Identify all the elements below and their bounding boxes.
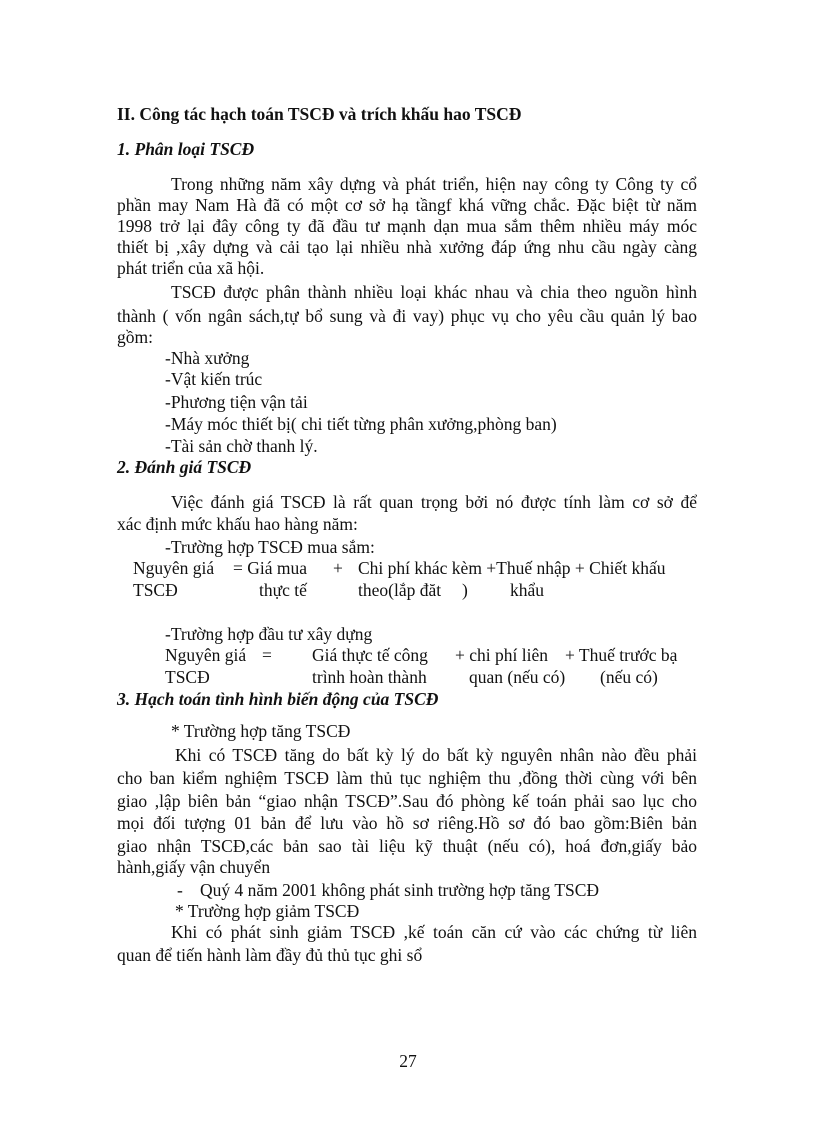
paragraph-line: quan để tiến hành làm đầy đủ thủ tục ghi sổ [117, 945, 423, 965]
formula-term: ) [462, 580, 468, 600]
list-dash: - [177, 880, 183, 900]
heading-changes: 3. Hạch toán tình hình biến động của TSCĐ [117, 689, 439, 709]
list-item: -Máy móc thiết bị( chi tiết từng phân xưởng,phòng ban) [165, 414, 557, 434]
paragraph-line: xác định mức khấu hao hàng năm: [117, 514, 358, 534]
heading-classification: 1. Phân loại TSCĐ [117, 139, 255, 159]
formula-term: Chi phí khác kèm +Thuế nhập + Chiết khấu [358, 558, 666, 578]
paragraph-line: thành ( vốn ngân sách,tự bổ sung và đi vay) phục vụ cho yêu cầu quản lý bao [117, 306, 697, 326]
formula-term: Nguyên giá [133, 558, 215, 578]
formula-term: thực tế [259, 580, 307, 600]
formula-term: Nguyên giá [165, 645, 247, 665]
formula-term: TSCĐ [133, 580, 178, 600]
list-item: -Vật kiến trúc [165, 369, 263, 389]
formula-term: = [262, 645, 272, 665]
list-item: -Nhà xưởng [165, 348, 250, 368]
paragraph-line: mọi đối tượng 01 bản để lưu vào hồ sơ riêng.Hồ sơ đó bao gồm:Biên bản [117, 813, 697, 833]
formula-term: + Thuế trước bạ [565, 645, 678, 665]
formula-term: TSCĐ [165, 667, 210, 687]
case-label: -Trường hợp đầu tư xây dựng [165, 624, 373, 644]
list-item: -Phương tiện vận tải [165, 392, 308, 412]
paragraph-line: hành,giấy vận chuyển [117, 857, 271, 877]
paragraph-line: Việc đánh giá TSCĐ là rất quan trọng bởi nó được tính làm cơ sở để [171, 492, 697, 512]
paragraph-line: phát triển của xã hội. [117, 258, 265, 278]
heading-valuation: 2. Đánh giá TSCĐ [117, 457, 252, 477]
list-item: -Tài sản chờ thanh lý. [165, 436, 318, 456]
formula-term: = Giá mua [233, 558, 308, 578]
formula-term: quan (nếu có) [469, 667, 566, 687]
case-label: -Trường hợp TSCĐ mua sắm: [165, 537, 375, 557]
case-label: * Trường hợp giảm TSCĐ [175, 901, 360, 921]
paragraph-line: giao nhận TSCĐ,các bản sao tài liệu kỹ thuật (nếu có), hoá đơn,giấy bảo [117, 836, 697, 856]
formula-term: theo(lắp đăt [358, 580, 442, 600]
paragraph-line: giao ,lập biên bản “giao nhận TSCĐ”.Sau đó phòng kế toán phải sao lục cho [117, 791, 697, 811]
formula-term: Giá thực tế công [312, 645, 428, 665]
page-number: 27 [399, 1051, 417, 1071]
formula-term: + chi phí liên [455, 645, 548, 665]
paragraph-line: TSCĐ được phân thành nhiều loại khác nhau và chia theo nguồn hình [171, 282, 697, 302]
section-title: II. Công tác hạch toán TSCĐ và trích khấu hao TSCĐ [117, 104, 522, 124]
list-item: Quý 4 năm 2001 không phát sinh trường hợp tăng TSCĐ [200, 880, 600, 900]
paragraph-line: phần may Nam Hà đã có một cơ sở hạ tầngf khá vững chắc. Đặc biệt từ năm [117, 195, 697, 215]
paragraph-line: gồm: [117, 327, 153, 347]
paragraph-line: 1998 trở lại đây công ty đã đầu tư mạnh dạn mua sắm thêm nhiều máy móc [117, 216, 697, 236]
paragraph-line: Khi có TSCĐ tăng do bất kỳ lý do bất kỳ nguyên nhân nào đều phải [175, 745, 697, 765]
formula-term: + [333, 558, 343, 578]
paragraph-line: Trong những năm xây dựng và phát triển, hiện nay công ty Công ty cổ [171, 174, 697, 194]
case-label: * Trường hợp tăng TSCĐ [171, 721, 351, 741]
formula-term: trình hoàn thành [312, 667, 427, 687]
paragraph-line: thiết bị ,xây dựng và cải tạo lại nhiều nhà xưởng đáp ứng nhu cầu ngày càng [117, 237, 697, 257]
formula-term: (nếu có) [600, 667, 658, 687]
paragraph-line: Khi có phát sinh giảm TSCĐ ,kế toán căn cứ vào các chứng từ liên [171, 922, 697, 942]
formula-term: khẩu [510, 580, 545, 600]
paragraph-line: cho ban kiểm nghiệm TSCĐ làm thủ tục nghiệm thu ,đồng thời cùng với bên [117, 768, 697, 788]
